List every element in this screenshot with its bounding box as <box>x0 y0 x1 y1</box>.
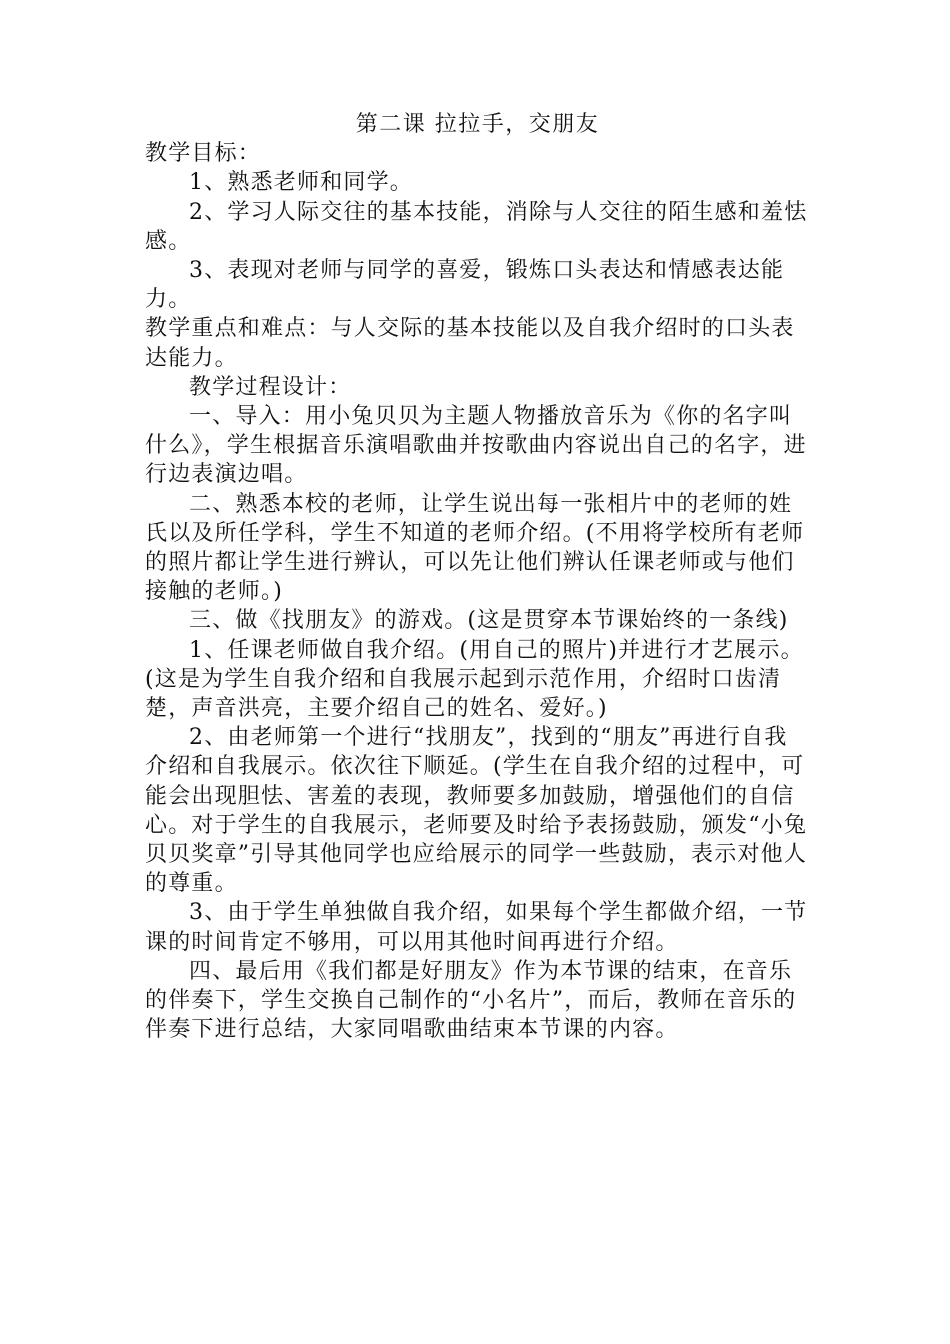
lesson-title: 第二课 拉拉手，交朋友 <box>355 112 600 137</box>
process-substep-3: 3、由于学生单独做自我介绍，如果每个学生都做介绍，一节课的时间肯定不够用，可以用其他时间再进行介绍。 <box>145 900 808 955</box>
objectives-heading: 教学目标： <box>145 141 262 167</box>
process-substep-1: 1、任课老师做自我介绍。(用自己的照片)并进行才艺展示。(这是为学生自我介绍和自我展示起到示范作用，介绍时口齿清楚，声音洪亮，主要介绍自己的姓名、爱好。) <box>145 637 804 722</box>
objective-item-3: 3、表现对老师与同学的喜爱，锻炼口头表达和情感表达能力。 <box>145 258 785 313</box>
objective-item-2: 2、学习人际交往的基本技能，消除与人交往的陌生感和羞怯感。 <box>145 199 808 254</box>
process-step-game: 三、做《找朋友》的游戏。(这是贯穿本节课始终的一条线) <box>189 608 789 634</box>
document-body <box>145 110 810 1045</box>
process-step-teachers: 二、熟悉本校的老师，让学生说出每一张相片中的老师的姓氏以及所任学科，学生不知道的老师介绍。(不用将学校所有老师的照片都让学生进行辨认，可以先让他们辨认任课老师或与他们接触的老师。) <box>145 491 805 605</box>
objective-item-1: 1、熟悉老师和同学。 <box>189 170 413 196</box>
process-heading: 教学过程设计： <box>189 374 352 400</box>
process-substep-2: 2、由老师第一个进行“找朋友”，找到的“朋友”再进行自我介绍和自我展示。依次往下顺延。(学生在自我介绍的过程中，可能会出现胆怯、害羞的表现，教师要多加鼓励，增强他们的自信心。对于学生的自我展示，老师要及时给予表扬鼓励，颁发“小兔贝贝奖章”引导其他同学也应给展示的同学一些鼓励，表示对他人的尊重。 <box>145 725 808 897</box>
process-step-intro: 一、导入：用小兔贝贝为主题人物播放音乐为《你的名字叫什么》，学生根据音乐演唱歌曲并按歌曲内容说出自己的名字，进行边表演边唱。 <box>145 404 807 488</box>
process-step-closing: 四、最后用《我们都是好朋友》作为本节课的结束，在音乐的伴奏下，学生交换自己制作的“小名片”，而后，教师在音乐的伴奏下进行总结，大家同唱歌曲结束本节课的内容。 <box>145 958 797 1043</box>
key-points-paragraph: 教学重点和难点：与人交际的基本技能以及自我介绍时的口头表达能力。 <box>145 316 795 371</box>
